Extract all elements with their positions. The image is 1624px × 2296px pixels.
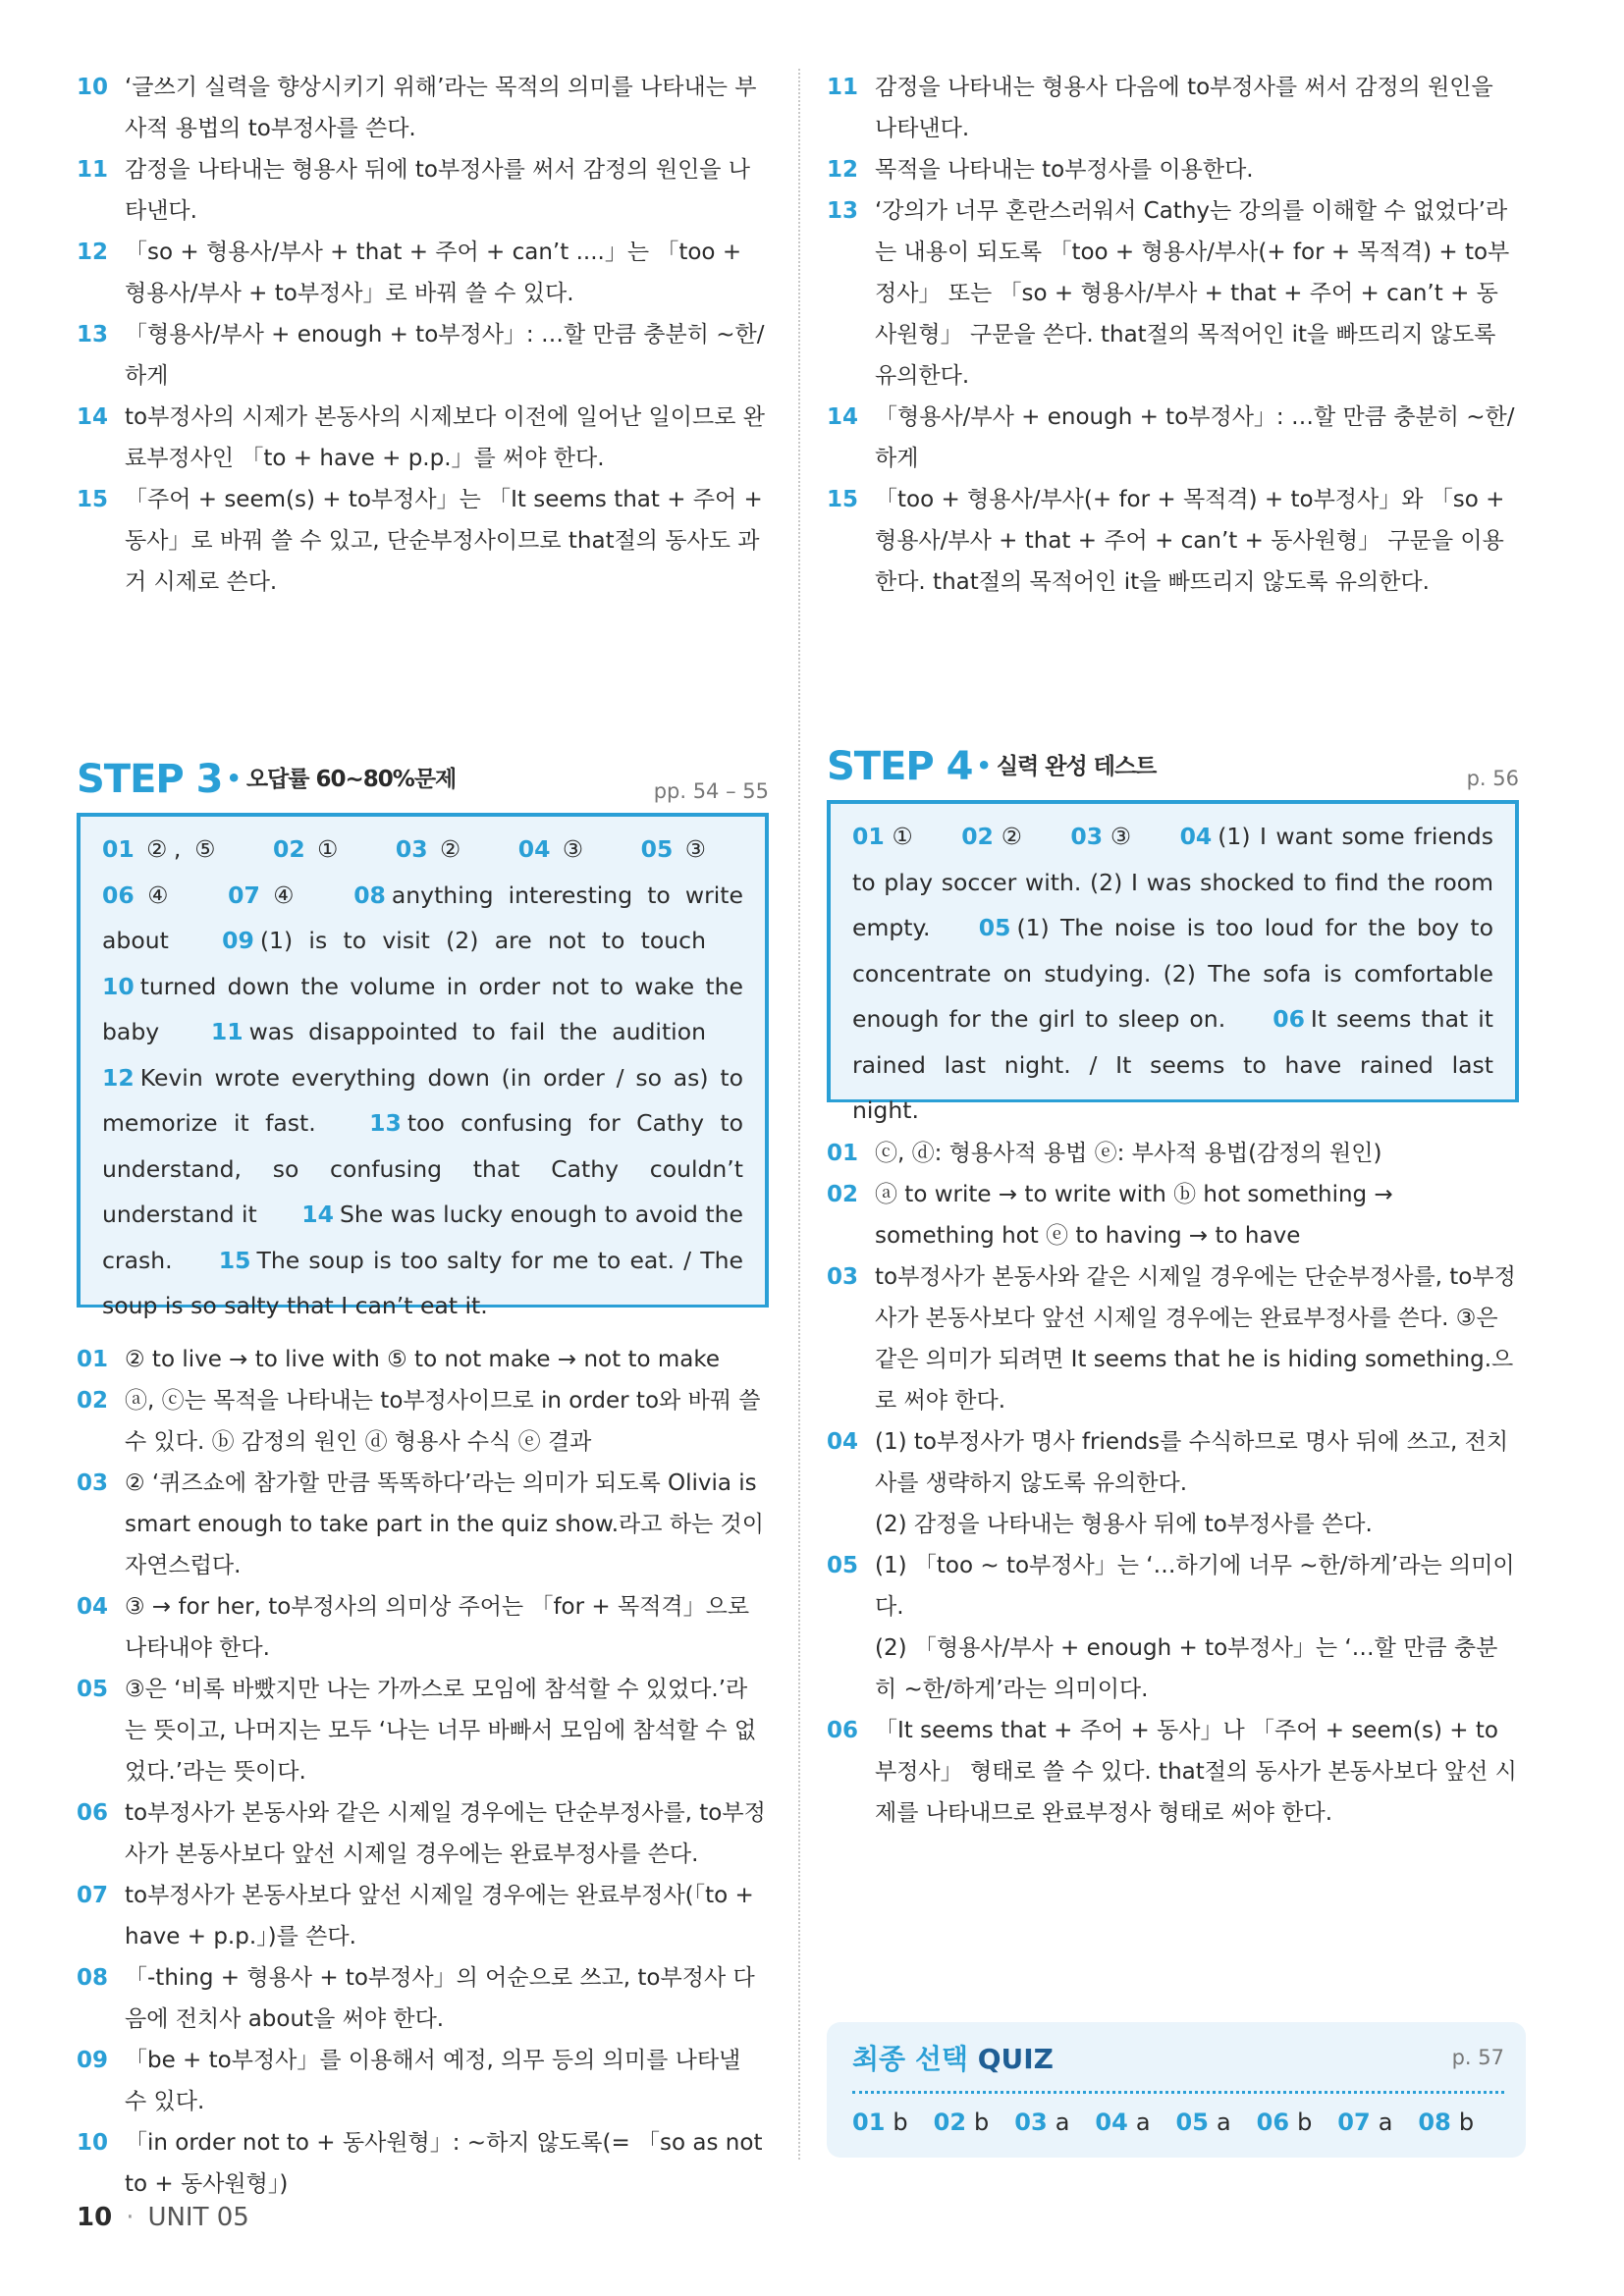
step4-answer-text: ①	[890, 823, 915, 850]
step4-explanation-item	[827, 1421, 1519, 1545]
step3-answer-text: ①	[310, 835, 345, 863]
quiz-answer-value: b	[1297, 2109, 1313, 2136]
quiz-answer-number: 08	[1418, 2109, 1451, 2136]
top-left-explanation-item-number: 10	[77, 75, 109, 100]
step4-header	[827, 743, 1519, 794]
step3-explanation-item-text: to부정사가 본동사와 같은 시제일 경우에는 단순부정사를, to부정사가 본동사보다 앞선 시제일 경우에는 완료부정사를 쓴다.	[125, 1800, 766, 1867]
step4-answer-text: ③	[1109, 823, 1134, 850]
step4-pages: p. 56	[1466, 767, 1519, 790]
step3-explanation-item-text: 「-thing + 형용사 + to부정사」의 어순으로 쓰고, to부정사 다음에 전치사 about을 써야 한다.	[125, 1965, 755, 2032]
quiz-pages: p. 57	[1451, 2046, 1504, 2069]
step4-answer-text: (1) The noise is too loud for the boy to concentrate on studying. (2) The sofa is comfortable enough for the girl to sleep on.	[852, 914, 1493, 1033]
step3-answer-number: 01	[102, 835, 135, 863]
top-right-explanation-item-number: 12	[827, 157, 859, 183]
top-left-explanation-item-number: 13	[77, 322, 109, 347]
step3-answer-number: 08	[353, 881, 386, 909]
top-left-explanation-item-text: 「주어 + seem(s) + to부정사」는 「It seems that + 주어 + 동사」로 바꿔 쓸 수 있고, 단순부정사이므로 that절의 동사도 과거 시제로 쓴다.	[125, 487, 763, 595]
step3-explanation-item-text: to부정사가 본동사보다 앞선 시제일 경우에는 완료부정사(「to + have + p.p.」)를 쓴다.	[125, 1883, 754, 1949]
step4-explanation-item-number: 01	[827, 1141, 859, 1166]
step3-answer	[102, 835, 222, 863]
step4-explanation-item	[827, 1133, 1519, 1174]
quiz-answer-value: a	[1055, 2109, 1070, 2136]
step3-subtitle: 오답률 60~80%문제	[245, 767, 457, 792]
quiz-answer	[1176, 2109, 1231, 2136]
step4-answer-number: 05	[978, 914, 1011, 941]
step3-answer-number: 10	[102, 972, 135, 1000]
step3-answer-number: 14	[301, 1201, 334, 1228]
top-right-explanation-item-number: 11	[827, 75, 859, 100]
footer-separator: ·	[126, 2203, 135, 2232]
top-right-explanation-item-number: 15	[827, 487, 859, 512]
step3-explanation-item	[77, 1669, 769, 1792]
step3-answer-text: The soup is too salty for me to eat. / The soup is so salty that I can’t eat it.	[102, 1246, 743, 1319]
step3-header	[77, 756, 769, 807]
step4-explanations	[827, 1133, 1519, 1834]
step3-answer-text: too confusing for Cathy to understand, so confusing that Cathy couldn’t understand it	[102, 1109, 743, 1228]
step3-answer-number: 12	[102, 1063, 135, 1092]
step3-pages: pp. 54 – 55	[653, 779, 769, 803]
step4-answer-number: 06	[1272, 1005, 1305, 1033]
step4-subtitle: 실력 완성 테스트	[996, 754, 1157, 779]
step3-answer-text: ③	[556, 835, 590, 863]
top-right-explanation-item-text: ‘강의가 너무 혼란스러워서 Cathy는 강의를 이해할 수 없었다’라는 내용이 되도록 「too + 형용사/부사(+ for + 목적격) + to부정사」 또는 「so + 형용사/부사 + that + 주어 + can’t + 동사원형」 구문을 쓴다. that절의 목적어인 it을 빠뜨리지 않도록 유의한다.	[875, 198, 1510, 389]
step4-answer	[961, 823, 1024, 850]
quiz-answer-value: a	[1135, 2109, 1151, 2136]
step4-title: STEP 4	[827, 744, 973, 789]
top-left-explanation-item-number: 11	[77, 157, 109, 183]
step3-explanation-item-text: ③ → for her, to부정사의 의미상 주어는 「for + 목적격」으로 나타내야 한다.	[125, 1594, 750, 1661]
step4-answer-box	[827, 800, 1519, 1124]
step3-title: STEP 3	[77, 757, 223, 802]
step4-answer-text: (1) I want some friends to play soccer with. (2) I was shocked to find the room empty.	[852, 823, 1493, 941]
step3-answer-number: 07	[228, 881, 260, 909]
step3-explanation-item-number: 08	[77, 1965, 109, 1991]
quiz-answer-number: 04	[1095, 2109, 1128, 2136]
step3-answer-number: 13	[369, 1109, 402, 1137]
step4-explanation-item	[827, 1710, 1519, 1834]
step3-answer-text: ②, ⑤	[139, 835, 222, 863]
step4-dot: •	[976, 752, 991, 779]
quiz-answer	[934, 2109, 990, 2136]
top-right-explanation-item-text: 감정을 나타내는 형용사 다음에 to부정사를 써서 감정의 원인을 나타낸다.	[875, 75, 1493, 141]
step3-answer	[222, 927, 706, 954]
quiz-answer-number: 02	[933, 2109, 967, 2136]
top-left-explanation-item-number: 14	[77, 404, 109, 430]
step3-explanation-item	[77, 1586, 769, 1669]
quiz-answer	[1337, 2109, 1392, 2136]
step3-explanation-item-number: 05	[77, 1677, 109, 1702]
step3-answer-number: 09	[222, 927, 254, 954]
quiz-answer-value: b	[974, 2109, 990, 2136]
top-right-explanation-item	[827, 479, 1519, 603]
top-right-explanation-item-number: 13	[827, 198, 859, 224]
step3-answer-number: 03	[395, 835, 428, 863]
step3-explanations	[77, 1339, 769, 2205]
top-right-explanation-item-number: 14	[827, 404, 859, 430]
step3-answer-text: turned down the volume in order not to wake the baby	[102, 972, 743, 1045]
step3-explanation-item-text: ⓐ, ⓒ는 목적을 나타내는 to부정사이므로 in order to와 바꿔 쓸 수 있다. ⓑ 감정의 원인 ⓓ 형용사 수식 ⓔ 결과	[125, 1388, 761, 1455]
step3-answer-text: ④	[265, 881, 302, 909]
quiz-title-korean: 최종 선택	[852, 2043, 968, 2075]
step4-answer-number: 01	[852, 823, 885, 850]
step3-explanation-item	[77, 1957, 769, 2040]
step3-explanation-item-number: 10	[77, 2130, 109, 2156]
step4-answer-number: 02	[961, 823, 994, 850]
top-left-explanation-item-text: to부정사의 시제가 본동사의 시제보다 이전에 일어난 일이므로 완료부정사인 「to + have + p.p.」를 써야 한다.	[125, 404, 765, 471]
step4-explanation-item-text: ⓐ to write → to write with ⓑ hot something → something hot ⓔ to having → to have	[875, 1182, 1393, 1249]
step3-answer-number: 04	[517, 835, 551, 863]
quiz-answer-value: b	[1458, 2109, 1475, 2136]
step4-explanation-item-text: 「It seems that + 주어 + 동사」나 「주어 + seem(s) + to부정사」 형태로 쓸 수 있다. that절의 동사가 본동사보다 앞선 시제를 나타내므로 완료부정사 형태로 써야 한다.	[875, 1718, 1517, 1826]
quiz-answer-value: b	[893, 2109, 908, 2136]
step3-answer	[273, 835, 345, 863]
step4-explanation-item-text: ⓒ, ⓓ: 형용사적 용법 ⓔ: 부사적 용법(감정의 원인)	[875, 1141, 1382, 1166]
step4-explanation-item-text: (2) 감정을 나타내는 형용사 뒤에 to부정사를 쓴다.	[875, 1512, 1373, 1537]
step3-answer	[228, 881, 301, 909]
step3-answer-number: 15	[218, 1246, 251, 1274]
step4-explanation-item-number: 04	[827, 1429, 859, 1455]
quiz-answer-number: 03	[1014, 2109, 1048, 2136]
step3-answer-number: 06	[102, 881, 135, 909]
column-divider	[798, 69, 800, 2160]
top-right-explanation-item-text: 「too + 형용사/부사(+ for + 목적격) + to부정사」와 「so + 형용사/부사 + that + 주어 + can’t + 동사원형」 구문을 이용한다. that절의 목적어인 it을 빠뜨리지 않도록 유의한다.	[875, 487, 1505, 595]
step3-explanation-item	[77, 1792, 769, 1875]
step3-answer-text: Kevin wrote everything down (in order / so as) to memorize it fast.	[102, 1063, 743, 1137]
top-left-explanation-item-text: 「so + 형용사/부사 + that + 주어 + can’t ....」는 「too + 형용사/부사 + to부정사」로 바꿔 쓸 수 있다.	[125, 240, 742, 306]
step4-answer-text: It seems that it rained last night. / It seems to have rained last night.	[852, 1005, 1493, 1124]
quiz-answer	[1418, 2109, 1474, 2136]
top-left-explanation-item-text: ‘글쓰기 실력을 향상시키기 위해’라는 목적의 의미를 나타내는 부사적 용법의 to부정사를 쓴다.	[125, 75, 757, 141]
top-left-explanation-item	[77, 479, 769, 603]
step3-answer-box	[77, 813, 769, 1319]
top-left-explanation-item	[77, 67, 769, 149]
top-left-explanation-item-number: 12	[77, 240, 109, 265]
step4-explanation-item-number: 06	[827, 1718, 859, 1743]
step3-explanation-item	[77, 1339, 769, 1380]
quiz-title-quiz: QUIZ	[977, 2043, 1054, 2075]
unit-label: UNIT 05	[147, 2203, 249, 2232]
quiz-answer-number: 01	[852, 2109, 886, 2136]
top-left-explanation-item	[77, 149, 769, 232]
top-left-explanation-item-text: 「형용사/부사 + enough + to부정사」: …할 만큼 충분히 ~한/하게	[125, 322, 765, 389]
step3-answer-text: ②	[433, 835, 467, 863]
step3-explanation-item-number: 03	[77, 1470, 109, 1496]
page-number: 10	[77, 2203, 113, 2232]
step3-explanation-item	[77, 1463, 769, 1586]
step3-explanation-item	[77, 1380, 769, 1463]
step3-explanation-item-number: 01	[77, 1347, 109, 1372]
step4-answer	[1070, 823, 1133, 850]
step3-answer	[396, 835, 467, 863]
step3-answer-text: was disappointed to fail the audition	[248, 1018, 706, 1045]
step3-answer	[102, 1247, 743, 1320]
step4-explanation-item	[827, 1174, 1519, 1256]
top-left-explanation-item	[77, 397, 769, 479]
top-left-explanation-item	[77, 314, 769, 397]
step3-answer-text: She was lucky enough to avoid the crash.	[102, 1201, 743, 1274]
step3-explanation-item-text: ③은 ‘비록 바빴지만 나는 가까스로 모임에 참석할 수 있었다.’라는 뜻이고, 나머지는 모두 ‘나는 너무 바빠서 모임에 참석할 수 없었다.’라는 뜻이다.	[125, 1677, 757, 1785]
step4-explanation-item-number: 02	[827, 1182, 859, 1207]
quiz-answer-number: 06	[1256, 2109, 1290, 2136]
quiz-answer	[852, 2109, 908, 2136]
top-left-explanation-item-text: 감정을 나타내는 형용사 뒤에 to부정사를 써서 감정의 원인을 나타낸다.	[125, 157, 751, 224]
step3-dot: •	[226, 765, 241, 792]
step4-explanation-item-text: (1) to부정사가 명사 friends를 수식하므로 명사 뒤에 쓰고, 전치사를 생략하지 않도록 유의한다.	[875, 1429, 1509, 1496]
step3-explanation-item-text: 「in order not to + 동사원형」: ~하지 않도록(= 「so as not to + 동사원형」)	[125, 2130, 763, 2197]
step3-explanation-item-text: ② to live → to live with ⑤ to not make → not to make	[125, 1347, 721, 1372]
step3-answer	[211, 1018, 706, 1045]
step3-answer-number: 02	[272, 835, 305, 863]
top-right-explanations	[827, 67, 1519, 603]
top-right-explanation-item	[827, 67, 1519, 149]
step3-answer-text: ③	[678, 835, 706, 863]
step4-answer-number: 03	[1070, 823, 1104, 850]
quiz-answer-value: a	[1378, 2109, 1393, 2136]
quiz-answer	[1014, 2109, 1069, 2136]
quiz-answer-value: a	[1216, 2109, 1231, 2136]
step3-explanation-item-number: 02	[77, 1388, 109, 1414]
step3-answer	[102, 881, 176, 909]
quiz-answer	[1095, 2109, 1150, 2136]
step3-explanation-item-number: 04	[77, 1594, 109, 1620]
top-right-explanation-item	[827, 190, 1519, 397]
step3-explanation-item	[77, 1875, 769, 1957]
step4-explanation-item	[827, 1256, 1519, 1421]
step3-answer-text: anything interesting to write about	[102, 881, 743, 954]
step3-answer	[518, 835, 590, 863]
quiz-answer	[1257, 2109, 1313, 2136]
step3-explanation-item-number: 07	[77, 1883, 109, 1908]
step4-explanation-item-text: (2) 「형용사/부사 + enough + to부정사」는 ‘…할 만큼 충분히 ~한/하게’라는 의미이다.	[875, 1635, 1498, 1702]
top-left-explanation-item-number: 15	[77, 487, 109, 512]
top-right-explanation-item-text: 목적을 나타내는 to부정사를 이용한다.	[875, 157, 1254, 183]
top-right-explanation-item	[827, 149, 1519, 190]
step3-explanation-item-text: 「be + to부정사」를 이용해서 예정, 의무 등의 의미를 나타낼 수 있다.	[125, 2048, 741, 2114]
step4-answer	[852, 823, 915, 850]
page-footer	[77, 2203, 249, 2232]
step4-explanation-item-text: (1) 「too ~ to부정사」는 ‘…하기에 너무 ~한/하게’라는 의미이다.	[875, 1553, 1515, 1620]
step3-answer-text: ④	[139, 881, 176, 909]
quiz-answer-number: 07	[1337, 2109, 1371, 2136]
top-left-explanations	[77, 67, 769, 603]
step4-explanation-item-number: 05	[827, 1553, 859, 1578]
step3-explanation-item-number: 09	[77, 2048, 109, 2073]
step4-explanation-item	[827, 1545, 1519, 1710]
step3-answer	[641, 835, 706, 863]
top-right-explanation-item	[827, 397, 1519, 479]
top-left-explanation-item	[77, 232, 769, 314]
quiz-answer-number: 05	[1175, 2109, 1209, 2136]
step3-answer-number: 11	[210, 1018, 244, 1045]
step4-explanation-item-text: to부정사가 본동사와 같은 시제일 경우에는 단순부정사를, to부정사가 본동사보다 앞선 시제일 경우에는 완료부정사를 쓴다. ③은 같은 의미가 되려면 It seems that he is hiding something.으로 써야 한다.	[875, 1264, 1516, 1414]
step3-explanation-item	[77, 2122, 769, 2205]
quiz-answers	[852, 2105, 1499, 2140]
top-right-explanation-item-text: 「형용사/부사 + enough + to부정사」: …할 만큼 충분히 ~한/하게	[875, 404, 1515, 471]
step3-explanation-item	[77, 2040, 769, 2122]
quiz-divider	[852, 2091, 1504, 2094]
step4-explanation-item-number: 03	[827, 1264, 859, 1290]
final-quiz-box	[827, 2022, 1526, 2158]
step3-explanation-item-text: ② ‘퀴즈쇼에 참가할 만큼 똑똑하다’라는 의미가 되도록 Olivia is smart enough to take part in the quiz show.라고 하는 것이 자연스럽다.	[125, 1470, 764, 1578]
step4-answer-number: 04	[1179, 823, 1213, 850]
step3-answer-number: 05	[640, 835, 674, 863]
step3-answer-text: (1) is to visit (2) are not to touch	[259, 927, 706, 954]
step3-explanation-item-number: 06	[77, 1800, 109, 1826]
step4-answer-text: ②	[999, 823, 1024, 850]
